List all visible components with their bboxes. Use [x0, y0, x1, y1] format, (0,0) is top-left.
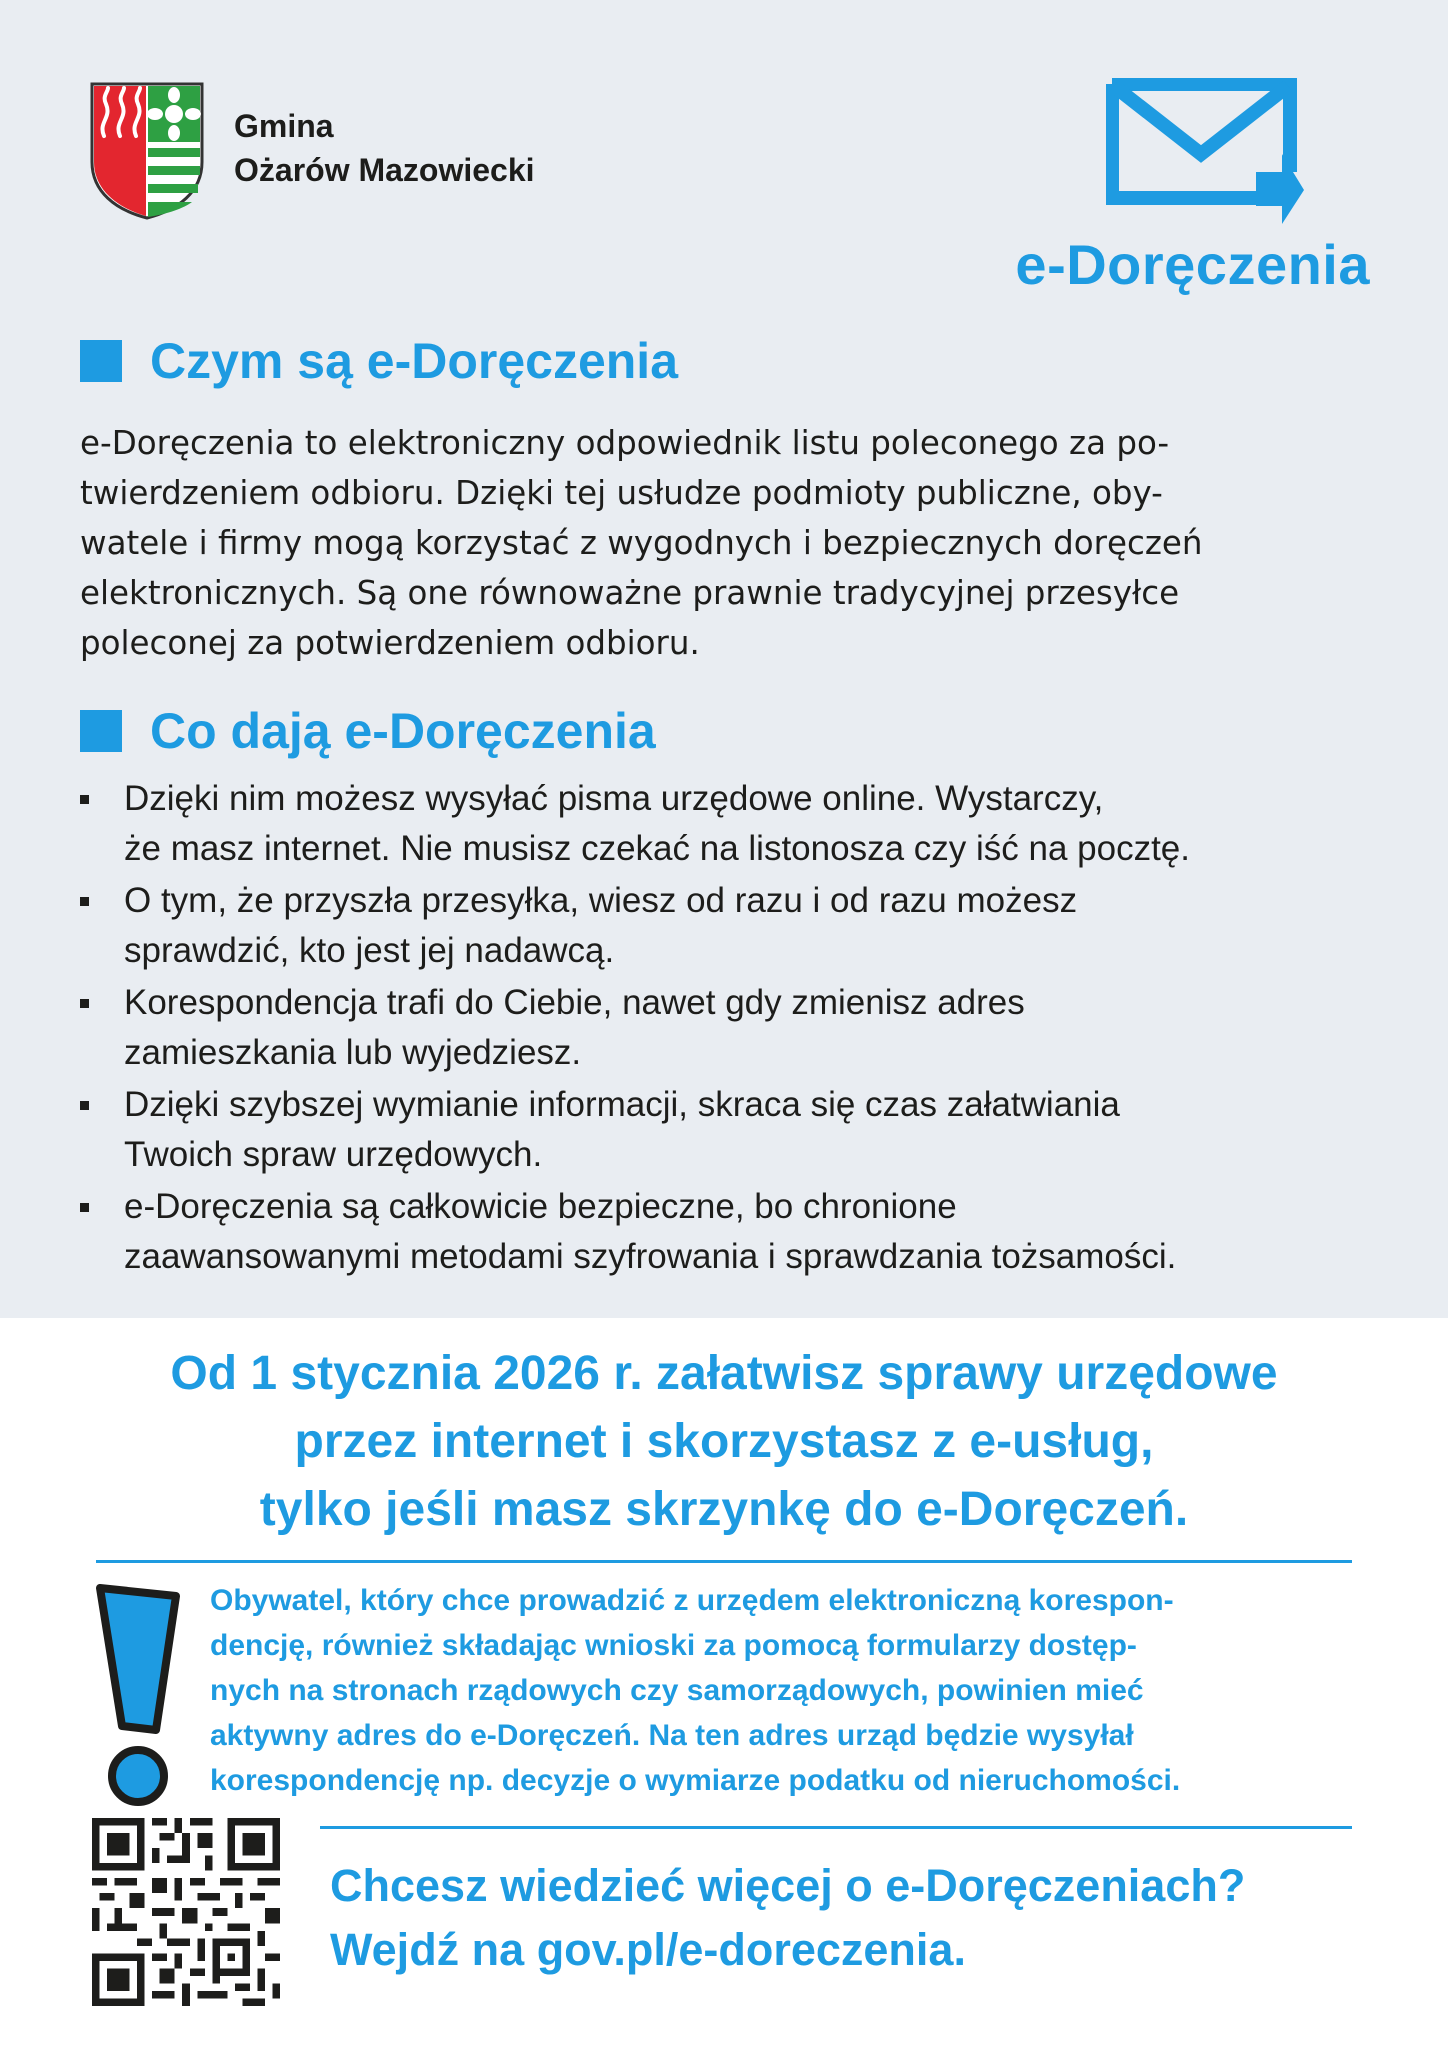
section-heading-benefits-text: Co dają e-Doręczenia [150, 703, 656, 759]
paragraph-line: twierdzeniem odbioru. Dzięki tej usłudze podmioty publiczne, oby- [80, 474, 1163, 512]
list-item-line: że masz internet. Nie musisz czekać na listonosza czy iść na pocztę. [124, 829, 1190, 868]
notice-line: korespondencję np. decyzje o wymiarze podatku od nieruchomości. [210, 1764, 1181, 1797]
paragraph-line: elektronicznych. Są one równoważne prawnie tradycyjnej przesyłce [80, 574, 1180, 612]
list-item-line: Dzięki szybszej wymianie informacji, skraca się czas załatwiania [124, 1085, 1120, 1124]
heading-square-icon [80, 710, 122, 752]
list-item-line: Dzięki nim możesz wysyłać pisma urzędowe online. Wystarczy, [124, 779, 1104, 818]
list-item [80, 876, 1380, 976]
list-item [80, 1080, 1380, 1180]
section-what-paragraph [80, 418, 1370, 668]
list-item-line: Korespondencja trafi do Ciebie, nawet gdy zmienisz adres [124, 983, 1025, 1022]
list-item-line: zaawansowanymi metodami szyfrowania i sprawdzania tożsamości. [124, 1237, 1177, 1276]
headline-line: Od 1 stycznia 2026 r. załatwisz sprawy urzędowe [170, 1347, 1278, 1400]
section-heading-what [80, 332, 678, 390]
cta-question: Chcesz wiedzieć więcej o e-Doręczeniach? [330, 1860, 1246, 1911]
deadline-headline [0, 1340, 1448, 1544]
coat-of-arms-icon [88, 80, 206, 220]
divider [96, 1560, 1352, 1563]
exclamation-icon [94, 1582, 182, 1810]
notice-line: nych na stronach rządowych czy samorządowych, powinien mieć [210, 1674, 1144, 1707]
divider [320, 1826, 1352, 1829]
cta-link[interactable]: Wejdź na gov.pl/e-doreczenia. [330, 1924, 966, 1975]
list-item [80, 774, 1380, 874]
paragraph-line: poleconej za potwierdzeniem odbioru. [80, 624, 700, 662]
qr-code-icon[interactable] [92, 1818, 280, 2006]
notice-line: Obywatel, który chce prowadzić z urzędem elektroniczną korespon- [210, 1584, 1174, 1617]
list-item-line: Twoich spraw urzędowych. [124, 1135, 543, 1174]
heading-square-icon [80, 340, 122, 382]
headline-line: przez internet i skorzystasz z e-usług, [294, 1415, 1154, 1468]
paragraph-line: watele i firmy mogą korzystać z wygodnych i bezpiecznych doręczeń [80, 524, 1203, 562]
section-heading-benefits [80, 702, 656, 760]
brand-title: e-Doręczenia [1015, 233, 1370, 296]
list-item-line: sprawdzić, kto jest jej nadawcą. [124, 931, 615, 970]
benefits-list [80, 774, 1380, 1284]
org-name-line2: Ożarów Mazowiecki [234, 152, 535, 188]
paragraph-line: e-Doręczenia to elektroniczny odpowiednik listu poleconego za po- [80, 424, 1170, 462]
org-name [234, 104, 535, 192]
list-item [80, 1182, 1380, 1282]
list-item-line: O tym, że przyszła przesyłka, wiesz od razu i od razu możesz [124, 881, 1078, 920]
more-info-cta [330, 1854, 1245, 1982]
section-heading-what-text: Czym są e-Doręczenia [150, 333, 679, 389]
list-item-line: e-Doręczenia są całkowicie bezpieczne, bo chronione [124, 1187, 957, 1226]
envelope-arrow-icon [1106, 78, 1304, 224]
headline-line: tylko jeśli masz skrzynkę do e-Doręczeń. [259, 1483, 1189, 1536]
notice-line: aktywny adres do e-Doręczeń. Na ten adres urząd będzie wysyłał [210, 1719, 1134, 1752]
list-item [80, 978, 1380, 1078]
notice-line: dencję, również składając wnioski za pomocą formularzy dostęp- [210, 1629, 1137, 1662]
list-item-line: zamieszkania lub wyjedziesz. [124, 1033, 582, 1072]
notice-text [210, 1578, 1352, 1803]
org-name-line1: Gmina [234, 108, 334, 144]
